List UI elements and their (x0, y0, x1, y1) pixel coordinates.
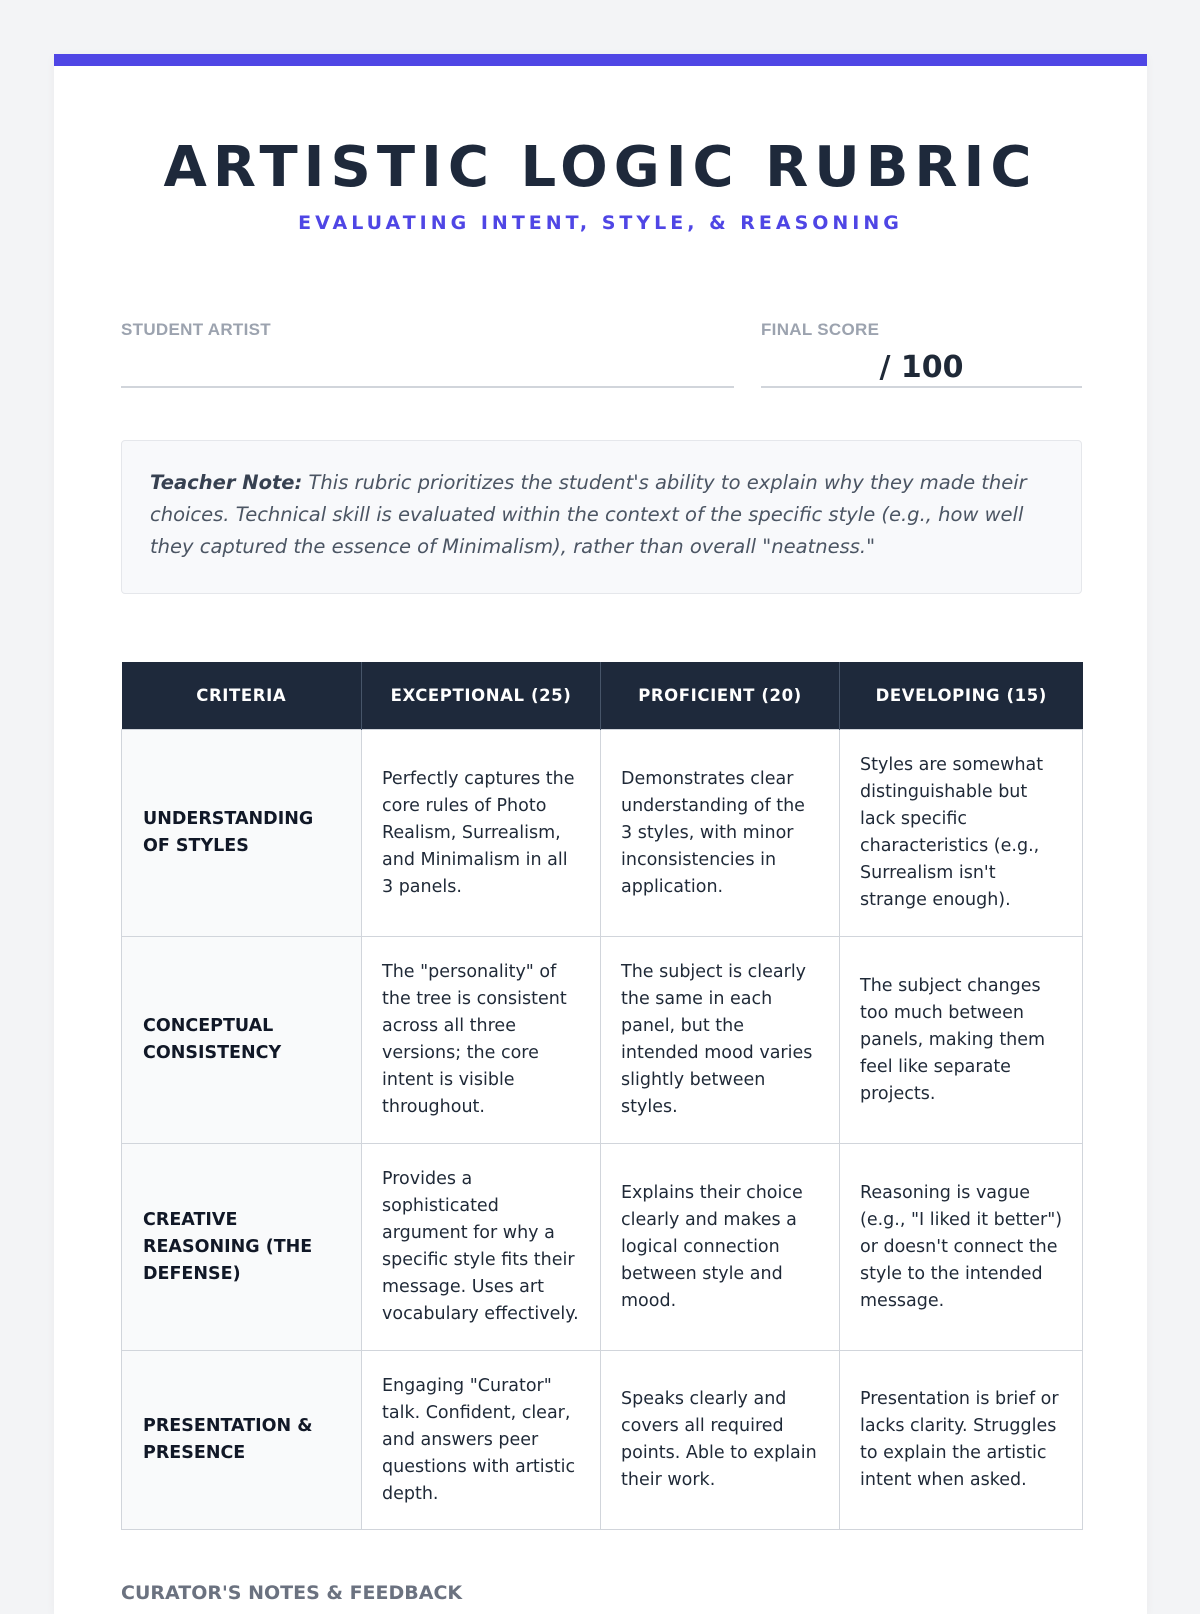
final-score-label: FINAL SCORE (761, 320, 880, 339)
rubric-header-row (122, 662, 1083, 730)
table-row (122, 937, 1083, 1144)
proficient-cell: Speaks clearly and covers all required points. Able to explain their work. (601, 1351, 840, 1530)
student-artist-field[interactable] (121, 320, 734, 388)
exceptional-cell: The "personality" of the tree is consistent across all three versions; the core intent is visible throughout. (362, 937, 601, 1144)
page-subtitle: EVALUATING INTENT, STYLE, & REASONING (298, 212, 903, 234)
header-criteria: CRITERIA (122, 662, 362, 730)
proficient-cell: The subject is clearly the same in each panel, but the intended mood varies slightly between styles. (601, 937, 840, 1144)
criteria-cell: PRESENTATION & PRESENCE (122, 1351, 362, 1530)
developing-cell: Reasoning is vague (e.g., "I liked it better") or doesn't connect the style to the intended message. (840, 1144, 1083, 1351)
developing-cell: Styles are somewhat distinguishable but lack specific characteristics (e.g., Surrealism isn't strange enough). (840, 730, 1083, 937)
proficient-cell: Explains their choice clearly and makes a logical connection between style and mood. (601, 1144, 840, 1351)
page-header (54, 66, 1147, 234)
header-exceptional: EXCEPTIONAL (25) (362, 662, 601, 730)
header-proficient: PROFICIENT (20) (601, 662, 840, 730)
exceptional-cell: Provides a sophisticated argument for why a specific style fits their message. Uses art vocabulary effectively. (362, 1144, 601, 1351)
developing-cell: The subject changes too much between panels, making them feel like separate projects. (840, 937, 1083, 1144)
teacher-note-lead: Teacher Note: (150, 471, 303, 494)
rubric-page (54, 54, 1147, 1614)
proficient-cell: Demonstrates clear understanding of the 3 styles, with minor inconsistencies in application. (601, 730, 840, 937)
header-developing: DEVELOPING (15) (840, 662, 1083, 730)
rubric-table (121, 662, 1083, 1530)
teacher-note (121, 440, 1082, 594)
criteria-cell: CONCEPTUAL CONSISTENCY (122, 937, 362, 1144)
table-row (122, 1144, 1083, 1351)
feedback-section-title: CURATOR'S NOTES & FEEDBACK (121, 1582, 463, 1604)
page-title: ARTISTIC LOGIC RUBRIC (163, 135, 1038, 200)
teacher-note-text: This rubric prioritizes the student's ability to explain why they made their choices. Technical skill is evaluated within the context of the specific style (e.g., how well they captured the essence of Minimalism), rather than overall "neatness." (150, 471, 1027, 558)
exceptional-cell: Engaging "Curator" talk. Confident, clear, and answers peer questions with artistic depth. (362, 1351, 601, 1530)
info-fields (121, 320, 1082, 386)
final-score-value: / 100 (879, 350, 964, 385)
final-score-field[interactable] (761, 320, 1082, 388)
table-row (122, 730, 1083, 937)
student-artist-label: STUDENT ARTIST (121, 320, 271, 339)
exceptional-cell: Perfectly captures the core rules of Photo Realism, Surrealism, and Minimalism in all 3 panels. (362, 730, 601, 937)
table-row (122, 1351, 1083, 1530)
criteria-cell: UNDERSTANDING OF STYLES (122, 730, 362, 937)
developing-cell: Presentation is brief or lacks clarity. Struggles to explain the artistic intent when asked. (840, 1351, 1083, 1530)
criteria-cell: CREATIVE REASONING (THE DEFENSE) (122, 1144, 362, 1351)
